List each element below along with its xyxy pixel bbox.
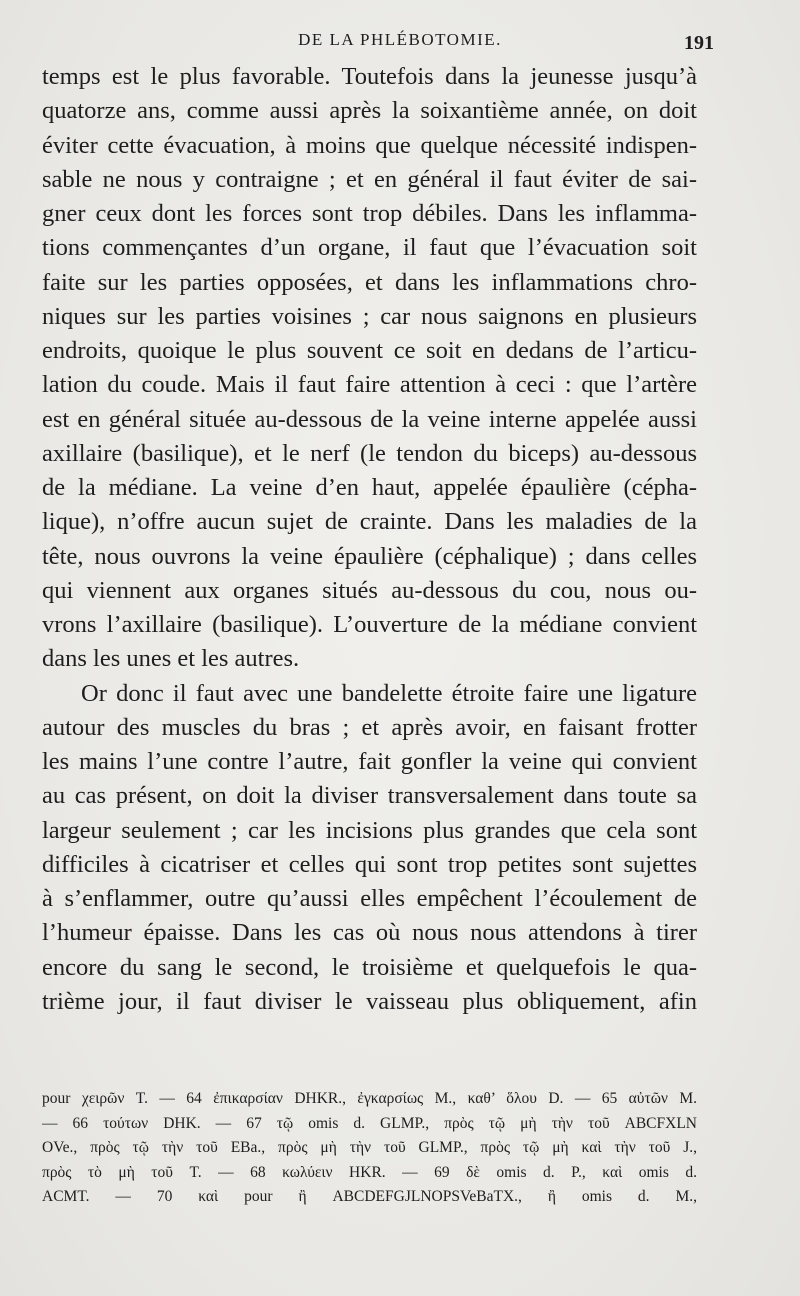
text-line: tête, nous ouvrons la veine épaulière (céphalique) ; dans celles: [42, 542, 697, 570]
text-line: au cas présent, on doit la diviser transversalement dans toute sa: [42, 782, 697, 810]
footnote-line: pour χειρῶν T. — 64 ἐπικαρσίαν DHKR., ἐγκαρσίως M., καθ’ ὅλου D. — 65 αὐτῶν M.: [42, 1090, 697, 1107]
text-line: temps est le plus favorable. Toutefois dans la jeunesse jusqu’à: [42, 63, 697, 90]
text-line: difficiles à cicatriser et celles qui sont trop petites sont sujettes: [42, 850, 697, 878]
text-line: de la médiane. La veine d’en haut, appelée épaulière (cépha-: [42, 474, 697, 501]
text-line: lation du coude. Mais il faut faire attention à ceci : que l’artère: [42, 371, 697, 399]
text-line-paragraph-start: Or donc il faut avec une bandelette étroite faire une ligature: [81, 679, 697, 707]
text-line: autour des muscles du bras ; et après avoir, en faisant frotter: [42, 713, 697, 741]
text-line: sable ne nous y contraigne ; et en général il faut éviter de sai-: [42, 165, 697, 193]
text-line: qui viennent aux organes situés au-dessous du cou, nous ou-: [42, 576, 697, 604]
text-line: l’humeur épaisse. Dans les cas où nous nous attendons à tirer: [42, 919, 697, 947]
main-text: [42, 60, 697, 1019]
text-line: lique), n’offre aucun sujet de crainte. Dans les maladies de la: [42, 508, 697, 536]
text-line: les mains l’une contre l’autre, fait gonfler la veine qui convient: [42, 748, 697, 775]
footnote-line: — 66 τούτων DHK. — 67 τῷ omis d. GLMP., πρὸς τῷ μὴ τὴν τοῦ ABCFXLN: [42, 1114, 697, 1132]
text-line: tions commençantes d’un organe, il faut que l’évacuation soit: [42, 234, 697, 262]
text-line: quatorze ans, comme aussi après la soixantième année, on doit: [42, 97, 697, 125]
text-line: est en général située au-dessous de la veine interne appelée aussi: [42, 405, 697, 433]
text-line: éviter cette évacuation, à moins que quelque nécessité indispen-: [42, 131, 697, 159]
text-line: niques sur les parties voisines ; car nous saignons en plusieurs: [42, 302, 697, 330]
text-line: faite sur les parties opposées, et dans les inflammations chro-: [42, 268, 697, 296]
footnote-line: πρὸς τὸ μὴ τοῦ T. — 68 κωλύειν HKR. — 69 δὲ omis d. P., καὶ omis d.: [42, 1163, 697, 1181]
footnote-line: OVe., πρὸς τῷ τὴν τοῦ EBa., πρὸς μὴ τὴν τοῦ GLMP., πρὸς τῷ μὴ καὶ τὴν τοῦ J.,: [42, 1139, 697, 1156]
text-line-paragraph-end: dans les unes et les autres.: [42, 645, 300, 673]
text-line: trième jour, il faut diviser le vaisseau plus obliquement, afin: [42, 987, 697, 1015]
text-line: encore du sang le second, le troisième et quelquefois le qua-: [42, 953, 697, 981]
text-line: gner ceux dont les forces sont trop débiles. Dans les inflamma-: [42, 200, 697, 227]
running-title: DE LA PHLÉBOTOMIE.: [298, 30, 502, 49]
text-line: à s’enflammer, outre qu’aussi elles empêchent l’écoulement de: [42, 885, 697, 912]
page-header: [0, 28, 800, 58]
text-line: largeur seulement ; car les incisions plus grandes que cela sont: [42, 816, 697, 844]
text-line: axillaire (basilique), et le nerf (le tendon du biceps) au-dessous: [42, 439, 697, 467]
page-number: 191: [684, 32, 714, 54]
footnote-line: ACMT. — 70 καὶ pour ἢ ABCDEFGJLNOPSVeBaTX., ἢ omis d. M.,: [42, 1188, 697, 1205]
text-line: endroits, quoique le plus souvent ce soit en dedans de l’articu-: [42, 337, 697, 364]
footnotes: [42, 1087, 697, 1210]
text-line: vrons l’axillaire (basilique). L’ouverture de la médiane convient: [42, 611, 697, 638]
